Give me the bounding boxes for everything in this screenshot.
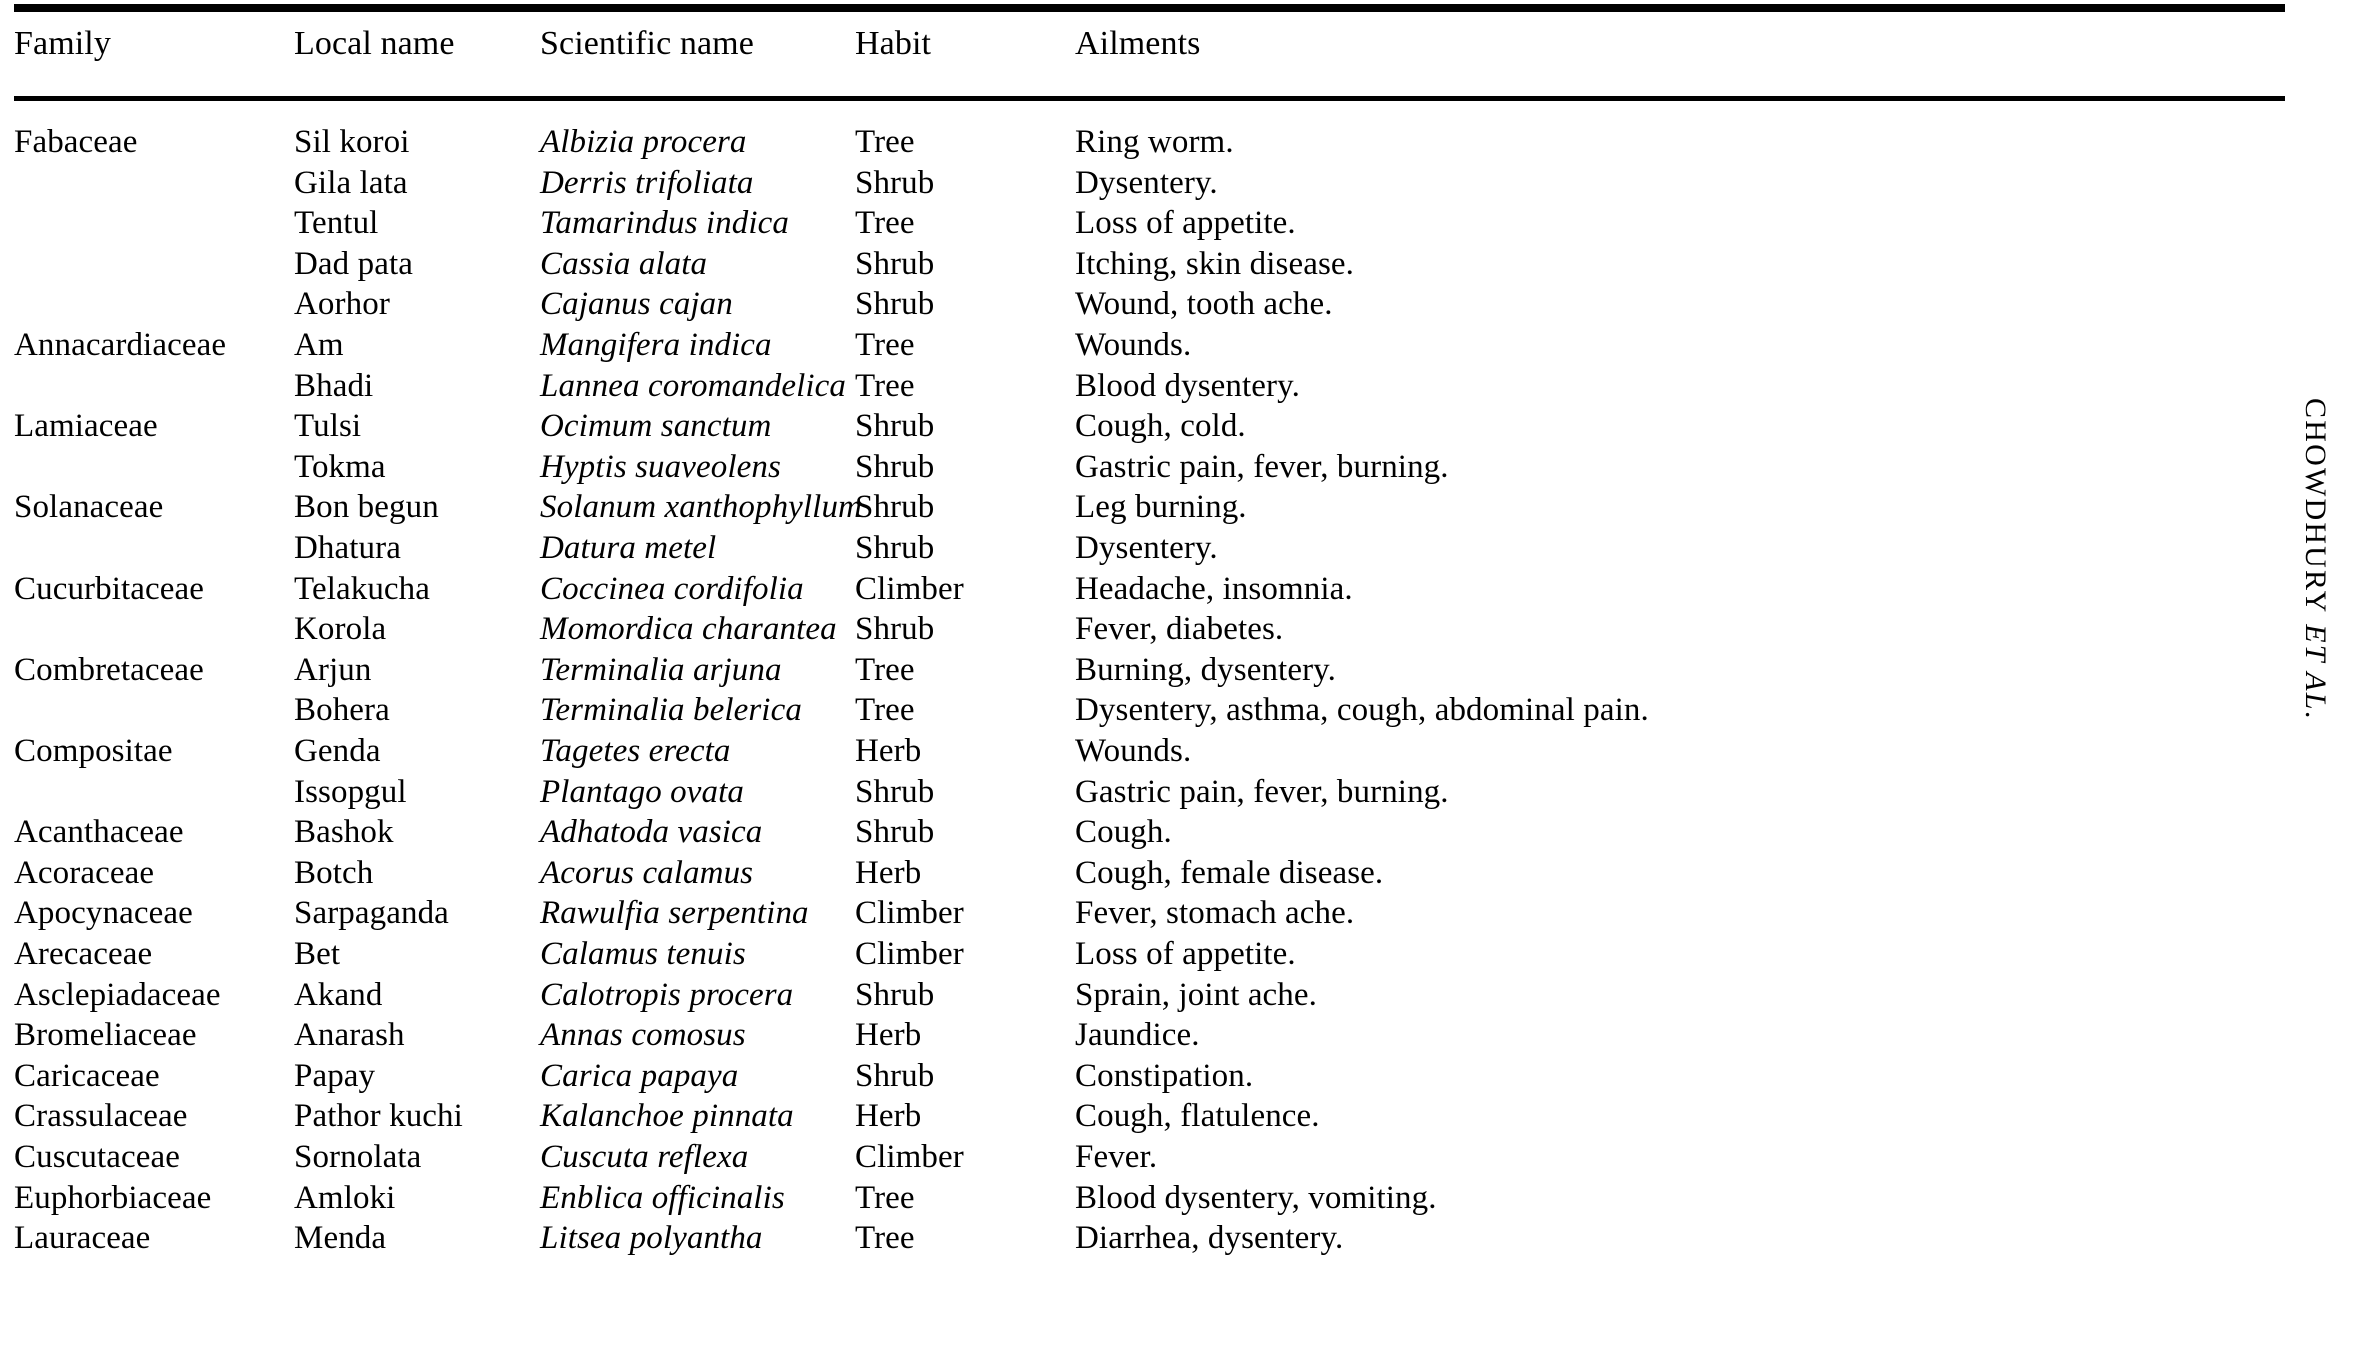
table-cell-habit: Shrub (855, 814, 935, 851)
table-cell-ailments: Cough, flatulence. (1075, 1098, 1320, 1135)
table-row (0, 569, 2290, 609)
table-row (0, 325, 2290, 365)
table-row (0, 975, 2290, 1015)
table-cell-scientific-name: Hyptis suaveolens (540, 448, 781, 485)
table-cell-scientific-name: Cassia alata (540, 245, 708, 282)
table-cell-local-name: Tentul (294, 205, 379, 242)
table-cell-local-name: Aorhor (294, 286, 390, 323)
table-cell-scientific-name: Solanum xanthophyllum (540, 489, 862, 526)
table-cell-family: Lamiaceae (14, 408, 158, 445)
table-cell-habit: Herb (855, 733, 922, 769)
table-cell-habit: Tree (855, 327, 915, 363)
table-cell-scientific-name: Rawulfia serpentina (540, 895, 809, 932)
table-cell-local-name: Korola (294, 611, 387, 648)
table-cell-habit: Climber (855, 895, 964, 932)
table-cell-habit: Climber (855, 1139, 964, 1175)
table-cell-local-name: Dad pata (294, 245, 413, 282)
table-cell-ailments: Dysentery. (1075, 164, 1218, 201)
table-cell-scientific-name: Calamus tenuis (540, 936, 746, 972)
column-header-scientific-name: Scientific name (540, 25, 754, 62)
table-row (0, 731, 2290, 771)
table-header-rule (14, 96, 2285, 101)
table-row (0, 1218, 2290, 1258)
table-cell-local-name: Pathor kuchi (294, 1098, 463, 1135)
table-cell-local-name: Sarpaganda (294, 895, 449, 932)
table-cell-local-name: Tokma (294, 448, 386, 485)
table-cell-habit: Shrub (855, 245, 935, 282)
table-cell-local-name: Dhatura (294, 530, 401, 566)
table-cell-local-name: Akand (294, 976, 383, 1013)
table-cell-local-name: Bohera (294, 692, 390, 729)
table-row (0, 284, 2290, 324)
table-cell-scientific-name: Carica papaya (540, 1057, 739, 1094)
table-row (0, 772, 2290, 812)
table-cell-scientific-name: Datura metel (540, 530, 717, 566)
table-row (0, 893, 2290, 933)
table-cell-family: Apocynaceae (14, 895, 193, 932)
table-row (0, 244, 2290, 284)
table-cell-family: Euphorbiaceae (14, 1179, 212, 1216)
table-cell-local-name: Amloki (294, 1179, 396, 1216)
table-cell-habit: Tree (855, 367, 915, 404)
table-row (0, 812, 2290, 852)
table-cell-ailments: Wounds. (1075, 327, 1192, 363)
table-cell-local-name: Tulsi (294, 408, 362, 445)
running-head (2296, 398, 2350, 798)
column-header-family: Family (14, 25, 111, 62)
table-cell-ailments: Blood dysentery. (1075, 367, 1300, 404)
table-cell-habit: Tree (855, 651, 915, 688)
table-cell-ailments: Wounds. (1075, 733, 1192, 769)
table-cell-scientific-name: Terminalia belerica (540, 692, 802, 729)
table-row (0, 1178, 2290, 1218)
table-row (0, 1056, 2290, 1096)
table-cell-family: Compositae (14, 733, 173, 769)
table-cell-family: Fabaceae (14, 124, 138, 160)
table-cell-habit: Tree (855, 692, 915, 729)
table-cell-scientific-name: Lannea coromandelica (540, 367, 846, 404)
table-cell-ailments: Blood dysentery, vomiting. (1075, 1179, 1437, 1216)
table-cell-scientific-name: Tagetes erecta (540, 733, 731, 769)
table-cell-scientific-name: Terminalia arjuna (540, 651, 782, 688)
table-row (0, 1015, 2290, 1055)
table-cell-scientific-name: Litsea polyantha (540, 1220, 763, 1257)
table-cell-family: Cuscutaceae (14, 1139, 181, 1175)
table-cell-habit: Shrub (855, 164, 935, 201)
table-cell-local-name: Am (294, 327, 344, 363)
table-cell-scientific-name: Annas comosus (540, 1017, 746, 1054)
table-row (0, 447, 2290, 487)
table-cell-habit: Shrub (855, 773, 935, 810)
table-cell-habit: Shrub (855, 448, 935, 485)
table-cell-local-name: Bet (294, 936, 341, 972)
table-cell-ailments: Headache, insomnia. (1075, 570, 1353, 607)
table-row (0, 528, 2290, 568)
table-row (0, 853, 2290, 893)
running-head-et-al: ET AL. (2299, 624, 2332, 722)
table-cell-family: Combretaceae (14, 651, 204, 688)
table-cell-family: Asclepiadaceae (14, 976, 221, 1013)
table-cell-scientific-name: Mangifera indica (540, 327, 772, 363)
table-cell-local-name: Anarash (294, 1017, 405, 1054)
table-row (0, 934, 2290, 974)
table-row (0, 122, 2290, 162)
table-header-row (0, 20, 2290, 68)
table-row (0, 163, 2290, 203)
table-cell-scientific-name: Tamarindus indica (540, 205, 789, 242)
table-cell-habit: Tree (855, 205, 915, 242)
table-cell-ailments: Fever. (1075, 1139, 1158, 1175)
table-cell-local-name: Issopgul (294, 773, 407, 810)
table-row (0, 1096, 2290, 1136)
table-cell-habit: Shrub (855, 489, 935, 526)
table-cell-habit: Tree (855, 1220, 915, 1257)
table-cell-ailments: Constipation. (1075, 1057, 1254, 1094)
table-cell-family: Acoraceae (14, 854, 155, 891)
table-cell-family: Arecaceae (14, 936, 153, 972)
column-header-habit: Habit (855, 25, 932, 62)
table-cell-scientific-name: Enblica officinalis (540, 1179, 785, 1216)
table-row (0, 1137, 2290, 1177)
table-cell-family: Annacardiaceae (14, 327, 227, 363)
table-cell-habit: Shrub (855, 611, 935, 648)
table-cell-scientific-name: Cajanus cajan (540, 286, 733, 323)
table-cell-ailments: Jaundice. (1075, 1017, 1200, 1054)
table-cell-scientific-name: Ocimum sanctum (540, 408, 772, 445)
table-cell-habit: Shrub (855, 1057, 935, 1094)
table-cell-habit: Herb (855, 1017, 922, 1054)
table-cell-habit: Shrub (855, 408, 935, 445)
table-cell-local-name: Menda (294, 1220, 387, 1257)
table-cell-family: Cucurbitaceae (14, 570, 205, 607)
table-cell-local-name: Bon begun (294, 489, 439, 526)
table-cell-ailments: Sprain, joint ache. (1075, 976, 1318, 1013)
table-cell-local-name: Sornolata (294, 1139, 422, 1175)
table-cell-habit: Herb (855, 1098, 922, 1135)
table-cell-scientific-name: Momordica charantea (540, 611, 837, 648)
table-row (0, 366, 2290, 406)
table-cell-local-name: Botch (294, 854, 374, 891)
table-cell-ailments: Fever, stomach ache. (1075, 895, 1355, 932)
table-cell-habit: Shrub (855, 530, 935, 566)
table-cell-local-name: Bhadi (294, 367, 374, 404)
table-cell-family: Lauraceae (14, 1220, 151, 1257)
table-row (0, 690, 2290, 730)
table-cell-habit: Tree (855, 1179, 915, 1216)
table-cell-habit: Shrub (855, 286, 935, 323)
table-cell-ailments: Diarrhea, dysentery. (1075, 1220, 1344, 1257)
table-row (0, 609, 2290, 649)
table-cell-local-name: Bashok (294, 814, 394, 851)
table-cell-local-name: Gila lata (294, 164, 408, 201)
table-cell-local-name: Genda (294, 733, 381, 769)
table-cell-habit: Herb (855, 854, 922, 891)
table-top-rule (14, 4, 2285, 12)
table-cell-habit: Climber (855, 936, 964, 972)
running-head-authors: CHOWDHURY (2299, 398, 2332, 615)
table-cell-scientific-name: Calotropis procera (540, 976, 794, 1013)
table-cell-ailments: Cough, female disease. (1075, 854, 1384, 891)
table-cell-scientific-name: Plantago ovata (540, 773, 744, 810)
table-row (0, 487, 2290, 527)
table-cell-ailments: Dysentery, asthma, cough, abdominal pain. (1075, 692, 1649, 729)
table-cell-local-name: Papay (294, 1057, 376, 1094)
table-cell-ailments: Dysentery. (1075, 530, 1218, 566)
table-cell-ailments: Loss of appetite. (1075, 936, 1296, 972)
table-cell-ailments: Gastric pain, fever, burning. (1075, 773, 1449, 810)
table-row (0, 406, 2290, 446)
table-cell-family: Crassulaceae (14, 1098, 188, 1135)
table-cell-scientific-name: Albizia procera (540, 124, 747, 160)
table-cell-ailments: Gastric pain, fever, burning. (1075, 448, 1449, 485)
table-cell-scientific-name: Derris trifoliata (540, 164, 754, 201)
table-cell-habit: Climber (855, 570, 964, 607)
table-row (0, 650, 2290, 690)
table-cell-habit: Shrub (855, 976, 935, 1013)
table-cell-ailments: Itching, skin disease. (1075, 245, 1354, 282)
table-cell-scientific-name: Cuscuta reflexa (540, 1139, 749, 1175)
column-header-ailments: Ailments (1075, 25, 1201, 62)
table-cell-local-name: Telakucha (294, 570, 431, 607)
table-cell-ailments: Loss of appetite. (1075, 205, 1296, 242)
table-cell-ailments: Ring worm. (1075, 124, 1234, 160)
table-cell-scientific-name: Acorus calamus (540, 854, 754, 891)
table-row (0, 203, 2290, 243)
table-cell-family: Solanaceae (14, 489, 164, 526)
table-cell-local-name: Arjun (294, 651, 372, 688)
table-cell-scientific-name: Adhatoda vasica (540, 814, 763, 851)
table-cell-family: Acanthaceae (14, 814, 184, 851)
table-cell-local-name: Sil koroi (294, 124, 410, 160)
column-header-local-name: Local name (294, 25, 455, 62)
table-cell-ailments: Wound, tooth ache. (1075, 286, 1333, 323)
table-cell-ailments: Cough, cold. (1075, 408, 1246, 445)
table-cell-habit: Tree (855, 124, 915, 160)
table-cell-scientific-name: Coccinea cordifolia (540, 570, 804, 607)
table-cell-family: Bromeliaceae (14, 1017, 197, 1054)
table-cell-ailments: Burning, dysentery. (1075, 651, 1336, 688)
table-cell-ailments: Leg burning. (1075, 489, 1247, 526)
table-cell-family: Caricaceae (14, 1057, 160, 1094)
table-cell-ailments: Fever, diabetes. (1075, 611, 1284, 648)
table-cell-ailments: Cough. (1075, 814, 1172, 851)
table-cell-scientific-name: Kalanchoe pinnata (540, 1098, 794, 1135)
